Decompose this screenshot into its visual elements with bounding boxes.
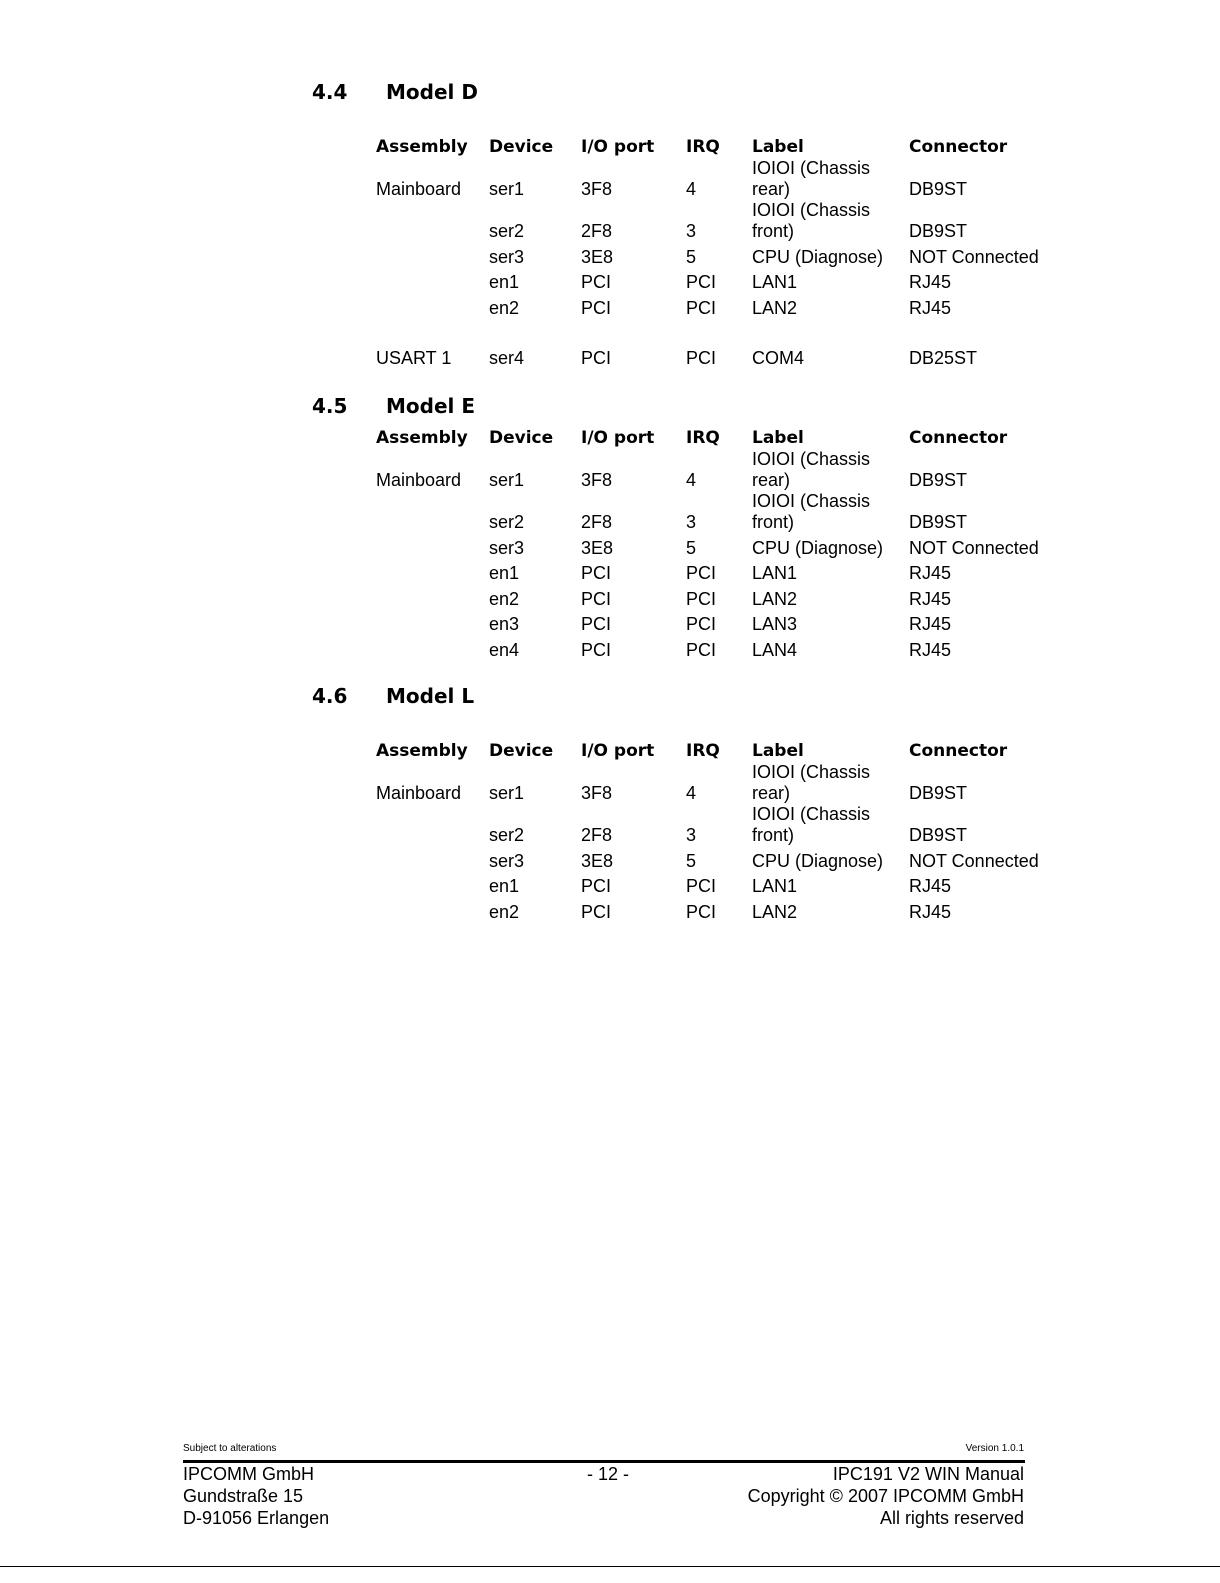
- cell-io-port: PCI: [581, 272, 612, 292]
- cell-device: ser1: [489, 179, 525, 199]
- footer-page-number: - 12 -: [587, 1464, 630, 1484]
- cell-connector: DB25ST: [909, 348, 978, 368]
- column-header-connector: Connector: [909, 741, 1008, 761]
- cell-label: CPU (Diagnose): [752, 537, 884, 558]
- column-header-label: Label: [752, 741, 804, 761]
- cell-io-port: 2F8: [581, 825, 613, 845]
- cell-label: IOIOI (Chassis rear): [752, 449, 871, 490]
- cell-assembly: [376, 491, 489, 533]
- cell-label: LAN2: [752, 588, 798, 609]
- column-header-assembly: Assembly: [376, 428, 468, 448]
- cell-irq: 4: [686, 783, 697, 803]
- cell-assembly: [376, 559, 489, 585]
- cell-connector: RJ45: [909, 563, 952, 583]
- table-row: [376, 804, 1059, 846]
- table-row: [376, 449, 1059, 491]
- cell-irq: PCI: [686, 297, 717, 318]
- cell-device: ser1: [489, 783, 525, 803]
- cell-assembly: [376, 804, 489, 846]
- table-row: [376, 268, 1059, 294]
- cell-assembly: [376, 897, 489, 923]
- cell-connector: RJ45: [909, 297, 952, 318]
- cell-irq: PCI: [686, 588, 717, 609]
- cell-device: ser2: [489, 221, 525, 241]
- cell-irq: PCI: [686, 348, 717, 368]
- cell-irq: PCI: [686, 876, 717, 896]
- cell-irq: [686, 319, 752, 344]
- cell-io-port: 3E8: [581, 537, 614, 558]
- table-row: [376, 491, 1059, 533]
- cell-label: IOIOI (Chassis rear): [752, 762, 871, 803]
- footer-street: Gundstraße 15: [183, 1486, 304, 1506]
- section-title: Model D: [386, 80, 478, 104]
- cell-io-port: [581, 319, 686, 344]
- cell-io-port: 2F8: [581, 221, 613, 241]
- section-heading-model-e: [312, 394, 475, 418]
- table-row: [376, 533, 1059, 559]
- section-title: Model L: [386, 684, 475, 708]
- model-l-table: [376, 740, 1059, 923]
- cell-io-port: 3E8: [581, 246, 614, 267]
- model-d-table: [376, 136, 1059, 369]
- cell-label: IOIOI (Chassis front): [752, 200, 871, 241]
- table-row: [376, 610, 1059, 636]
- cell-assembly: USART 1: [376, 348, 452, 368]
- cell-assembly: [376, 610, 489, 636]
- cell-io-port: PCI: [581, 876, 612, 896]
- cell-assembly: Mainboard: [376, 470, 462, 490]
- column-header-irq: IRQ: [686, 137, 720, 157]
- cell-irq: PCI: [686, 563, 717, 583]
- table-row: [376, 559, 1059, 585]
- table-row: [376, 242, 1059, 268]
- cell-irq: 4: [686, 179, 697, 199]
- cell-connector: RJ45: [909, 272, 952, 292]
- column-header-device: Device: [489, 741, 554, 761]
- cell-irq: PCI: [686, 614, 717, 634]
- column-header-io-port: I/O port: [581, 137, 655, 157]
- cell-irq: PCI: [686, 639, 717, 660]
- column-header-io-port: I/O port: [581, 428, 655, 448]
- page-bottom-edge: [0, 1566, 1220, 1567]
- cell-irq: PCI: [686, 272, 717, 292]
- column-header-assembly: Assembly: [376, 741, 468, 761]
- cell-device: en3: [489, 614, 520, 634]
- section-heading-model-l: [312, 684, 474, 708]
- column-header-connector: Connector: [909, 137, 1008, 157]
- footer-copyright: Copyright © 2007 IPCOMM GmbH: [747, 1486, 1024, 1506]
- cell-assembly: [376, 846, 489, 872]
- cell-device: en4: [489, 639, 520, 660]
- table-row: [376, 584, 1059, 610]
- column-header-label: Label: [752, 137, 804, 157]
- cell-device: ser2: [489, 512, 525, 532]
- table-row: [376, 158, 1059, 200]
- cell-label: LAN1: [752, 272, 798, 292]
- table-header-row: [376, 740, 1059, 762]
- column-header-device: Device: [489, 428, 554, 448]
- cell-io-port: PCI: [581, 588, 612, 609]
- cell-connector: RJ45: [909, 876, 952, 896]
- cell-irq: 5: [686, 537, 697, 558]
- cell-device: ser4: [489, 348, 525, 368]
- cell-device: [489, 319, 581, 344]
- cell-connector: DB9ST: [909, 470, 968, 490]
- cell-label: LAN1: [752, 563, 798, 583]
- cell-device: ser1: [489, 470, 525, 490]
- cell-io-port: 3F8: [581, 783, 613, 803]
- column-header-assembly: Assembly: [376, 137, 468, 157]
- column-header-io-port: I/O port: [581, 741, 655, 761]
- cell-label: CPU (Diagnose): [752, 246, 884, 267]
- cell-irq: 3: [686, 825, 697, 845]
- section-heading-model-d: [312, 80, 478, 104]
- cell-label: IOIOI (Chassis rear): [752, 158, 871, 199]
- cell-device: en1: [489, 563, 520, 583]
- cell-assembly: [376, 319, 489, 344]
- cell-label: IOIOI (Chassis front): [752, 491, 871, 532]
- cell-connector: RJ45: [909, 901, 952, 922]
- cell-connector: DB9ST: [909, 221, 968, 241]
- cell-irq: PCI: [686, 901, 717, 922]
- cell-connector: NOT Connected: [909, 850, 1039, 871]
- cell-device: en2: [489, 901, 520, 922]
- section-number: 4.4: [312, 80, 348, 104]
- cell-device: en1: [489, 272, 520, 292]
- cell-connector: NOT Connected: [909, 537, 1039, 558]
- cell-irq: 5: [686, 850, 697, 871]
- cell-label: LAN2: [752, 297, 798, 318]
- section-title: Model E: [386, 394, 476, 418]
- table-row: [376, 872, 1059, 898]
- cell-label: CPU (Diagnose): [752, 850, 884, 871]
- cell-label: LAN1: [752, 876, 798, 896]
- table-header-row: [376, 427, 1059, 449]
- cell-assembly: Mainboard: [376, 179, 462, 199]
- column-header-irq: IRQ: [686, 741, 720, 761]
- cell-io-port: PCI: [581, 639, 612, 660]
- cell-irq: 3: [686, 221, 697, 241]
- cell-assembly: [376, 584, 489, 610]
- cell-device: ser3: [489, 537, 525, 558]
- cell-assembly: [376, 872, 489, 898]
- footer-city: D-91056 Erlangen: [183, 1508, 330, 1528]
- cell-assembly: [376, 533, 489, 559]
- cell-io-port: 3E8: [581, 850, 614, 871]
- cell-device: ser3: [489, 246, 525, 267]
- cell-connector: RJ45: [909, 588, 952, 609]
- footer-company: IPCOMM GmbH: [183, 1464, 315, 1484]
- cell-assembly: [376, 242, 489, 268]
- cell-io-port: 3F8: [581, 179, 613, 199]
- column-header-connector: Connector: [909, 428, 1008, 448]
- cell-io-port: 2F8: [581, 512, 613, 532]
- cell-assembly: [376, 200, 489, 242]
- cell-connector: DB9ST: [909, 179, 968, 199]
- cell-connector: DB9ST: [909, 783, 968, 803]
- cell-assembly: [376, 635, 489, 661]
- cell-device: en2: [489, 588, 520, 609]
- cell-io-port: PCI: [581, 348, 612, 368]
- column-header-label: Label: [752, 428, 804, 448]
- table-row: [376, 846, 1059, 872]
- cell-device: en1: [489, 876, 520, 896]
- cell-irq: 5: [686, 246, 697, 267]
- table-row: [376, 293, 1059, 319]
- section-number: 4.5: [312, 394, 348, 418]
- cell-label: COM4: [752, 348, 805, 368]
- cell-assembly: [376, 268, 489, 294]
- section-number: 4.6: [312, 684, 348, 708]
- cell-label: LAN2: [752, 901, 798, 922]
- footer-manual-title: IPC191 V2 WIN Manual: [832, 1464, 1024, 1484]
- table-row: [376, 319, 1059, 344]
- cell-connector: NOT Connected: [909, 246, 1039, 267]
- cell-device: ser2: [489, 825, 525, 845]
- cell-io-port: 3F8: [581, 470, 613, 490]
- footer-rights: All rights reserved: [879, 1508, 1024, 1528]
- cell-connector: RJ45: [909, 614, 952, 634]
- cell-connector: DB9ST: [909, 825, 968, 845]
- cell-connector: RJ45: [909, 639, 952, 660]
- cell-io-port: PCI: [581, 901, 612, 922]
- cell-label: LAN3: [752, 614, 798, 634]
- cell-assembly: Mainboard: [376, 783, 462, 803]
- cell-connector: [909, 319, 1059, 344]
- table-row: [376, 762, 1059, 804]
- cell-io-port: PCI: [581, 297, 612, 318]
- cell-device: en2: [489, 297, 520, 318]
- footer-version: Version 1.0.1: [965, 1443, 1024, 1454]
- column-header-device: Device: [489, 137, 554, 157]
- cell-device: ser3: [489, 850, 525, 871]
- cell-irq: 4: [686, 470, 697, 490]
- cell-label: IOIOI (Chassis front): [752, 804, 871, 845]
- cell-io-port: PCI: [581, 614, 612, 634]
- footer-subject-note: Subject to alterations: [183, 1443, 277, 1454]
- cell-label: LAN4: [752, 639, 798, 660]
- table-row: [376, 344, 1059, 370]
- table-row: [376, 897, 1059, 923]
- table-row: [376, 200, 1059, 242]
- table-row: [376, 635, 1059, 661]
- cell-assembly: [376, 293, 489, 319]
- cell-irq: 3: [686, 512, 697, 532]
- cell-label: [752, 319, 909, 344]
- model-e-table: [376, 427, 1059, 661]
- cell-io-port: PCI: [581, 563, 612, 583]
- column-header-irq: IRQ: [686, 428, 720, 448]
- table-header-row: [376, 136, 1059, 158]
- cell-connector: DB9ST: [909, 512, 968, 532]
